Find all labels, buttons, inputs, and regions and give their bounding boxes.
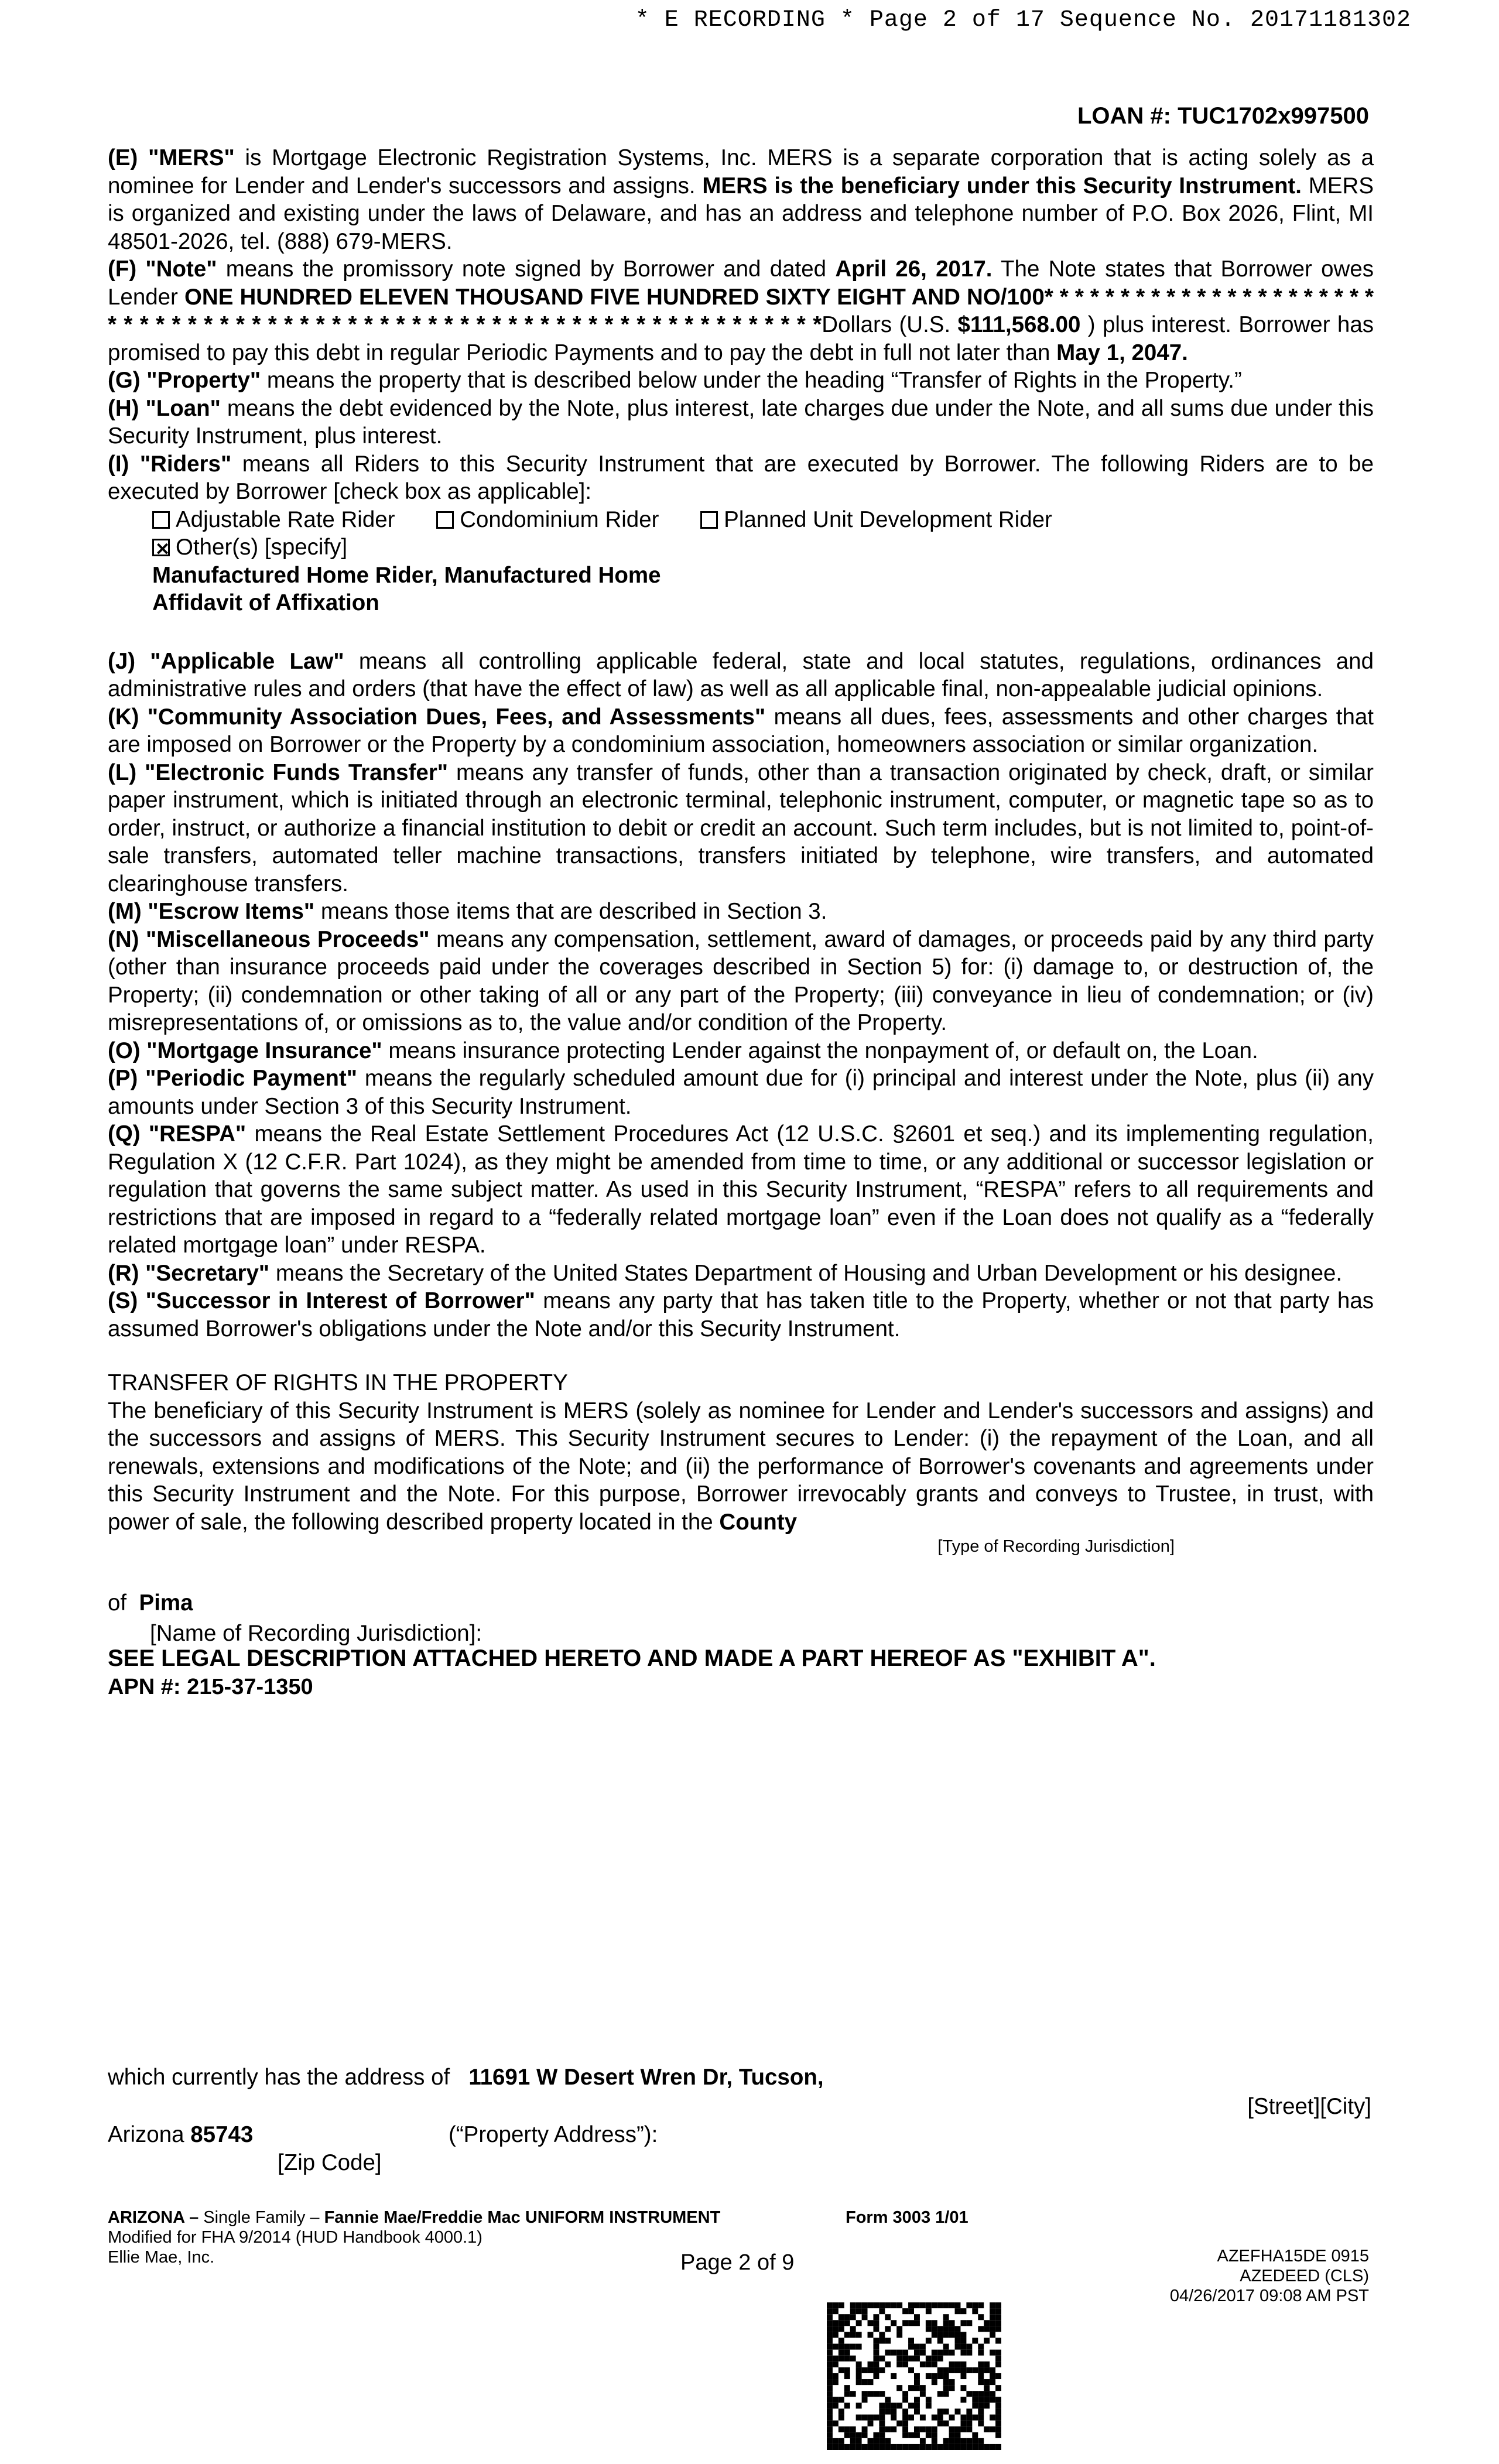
loan-number: LOAN #: TUC1702x997500 xyxy=(1077,103,1369,129)
riders-checklist xyxy=(108,506,1374,617)
transfer-text: The beneficiary of this Security Instrument is MERS (solely as nominee for Lender and Lender's successors and assigns) and the successors and assigns of MERS. This Security Instrument secures to Lender: (i) the repayment of the Loan, and all renewals, extensions and modifications of the Note; and (ii) the performance of Borrower's covenants and agreements under this Security Instrument and the Note. For this purpose, Borrower irrevocably grants and conveys to Trustee, in trust, with power of sale, the following described property located in the County xyxy=(108,1398,1374,1535)
definition-e: (E) "MERS" is Mortgage Electronic Registration Systems, Inc. MERS is a separate corporation that is acting solely as a nominee for Lender and Lender's successors and assigns. MERS is the beneficiary under this Security Instrument. MERS is organized and existing under the laws of Delaware, and has an address and telephone number of P.O. Box 2026, Flint, MI 48501-2026, tel. (888) 679-MERS. xyxy=(108,145,1374,254)
rider-adjustable: Adjustable Rate Rider xyxy=(152,507,395,532)
definition-h: (H) "Loan" means the debt evidenced by the Note, plus interest, late charges due under the Note, and all sums due under this Security Instrument, plus interest. xyxy=(108,395,1374,449)
rider-pud: Planned Unit Development Rider xyxy=(700,507,1052,532)
definition-o: (O) "Mortgage Insurance" means insurance protecting Lender against the nonpayment of, or default on, the Loan. xyxy=(108,1038,1258,1063)
definition-p: (P) "Periodic Payment" means the regularly scheduled amount due for (i) principal and interest under the Note, plus (ii) any amounts under Section 3 of this Security Instrument. xyxy=(108,1066,1374,1119)
checkbox-pud-icon xyxy=(700,511,718,529)
jurisdiction-type-label: [Type of Recording Jurisdiction] xyxy=(937,1537,1175,1556)
definition-l: (L) "Electronic Funds Transfer" means any transfer of funds, other than a transaction originated by check, draft, or similar paper instrument, which is initiated through an electronic terminal, telephonic instrument, computer, or magnetic tape so as to order, instruct, or authorize a financial institution to debit or credit an account. Such term includes, but is not limited to, point-of-sale transfers, automated teller machine transactions, transfers initiated by telephone, wire transfers, and automated clearinghouse transfers. xyxy=(108,759,1374,896)
apn-number: APN #: 215-37-1350 xyxy=(108,1675,313,1699)
definition-g: (G) "Property" means the property that is described below under the heading “Transfer of Rights in the Property.” xyxy=(108,368,1242,393)
definition-m: (M) "Escrow Items" means those items that are described in Section 3. xyxy=(108,899,827,924)
definition-r: (R) "Secretary" means the Secretary of the United States Department of Housing and Urban Development or his designee. xyxy=(108,1260,1343,1286)
legal-description: SEE LEGAL DESCRIPTION ATTACHED HERETO AND MADE A PART HEREOF AS "EXHIBIT A". xyxy=(108,1645,1156,1671)
page-number: Page 2 of 9 xyxy=(680,2250,795,2275)
checkbox-adjustable-icon xyxy=(152,511,170,529)
recording-header: * E RECORDING * Page 2 of 17 Sequence No. 20171181302 xyxy=(635,7,1411,33)
checkbox-condominium-icon xyxy=(436,511,454,529)
definition-n: (N) "Miscellaneous Proceeds" means any compensation, settlement, award of damages, or proceeds paid by any third party (other than insurance proceeds paid under the coverages described in Section 5) for: (i) damage to, or destruction of, the Property; (ii) condemnation or other taking of all or any part of the Property; (iii) conveyance in lieu of condemnation; or (iv) misrepresentations of, or omissions as to, the value and/or condition of the Property. xyxy=(108,926,1374,1035)
definition-q: (Q) "RESPA" means the Real Estate Settlement Procedures Act (12 U.S.C. §2601 et seq.) and its implementing regulation, Regulation X (12 C.F.R. Part 1024), as they might be amended from time to time, or any additional or successor legislation or regulation that governs the same subject matter. As used in this Security Instrument, “RESPA” refers to all requirements and restrictions that are imposed in regard to a “federally related mortgage loan” even if the Loan does not qualify as a “federally related mortgage loan” under RESPA. xyxy=(108,1121,1374,1258)
definition-i: (I) "Riders" means all Riders to this Security Instrument that are executed by Borrower. The following Riders are to be executed by Borrower [check box as applicable]: xyxy=(108,451,1374,504)
rider-other-line1: Manufactured Home Rider, Manufactured Home xyxy=(152,562,661,588)
definition-k: (K) "Community Association Dues, Fees, and Assessments" means all dues, fees, assessments and other charges that are imposed on Borrower or the Property by a condominium association, homeowners association or similar organization. xyxy=(108,704,1374,757)
transfer-heading: TRANSFER OF RIGHTS IN THE PROPERTY xyxy=(108,1370,568,1395)
rider-other: ✕Other(s) [specify] xyxy=(152,533,1374,562)
form-codes: AZEFHA15DE 0915 AZEDEED (CLS) 04/26/2017 09:08 AM PST xyxy=(1169,2247,1369,2305)
address-line: which currently has the address of 11691 W Desert Wren Dr, Tucson, xyxy=(108,2065,824,2090)
jurisdiction-name-label: [Name of Recording Jurisdiction]: xyxy=(150,1621,482,1646)
state-zip-line: Arizona 85743 xyxy=(108,2122,254,2147)
definition-f: (F) "Note" means the promissory note signed by Borrower and dated April 26, 2017. The Note states that Borrower owes Lender ONE HUNDRED ELEVEN THOUSAND FIVE HUNDRED SIXTY EIGHT AND NO/100* * * * * * * * * * * * * * * * * * * * * * * * * * * * * * * * * * * * * * * * * * * * * * * * * * * * * * * * * * * * * * * * * * *Dollars (U.S. $111,568.00 ) plus interest. Borrower has promised to pay this debt in regular Periodic Payments and to pay the debt in full not later than May 1, 2047. xyxy=(108,256,1374,365)
form-vendor: Ellie Mae, Inc. xyxy=(108,2248,215,2267)
property-address-label: (“Property Address”): xyxy=(449,2122,658,2147)
definitions-body xyxy=(108,144,1374,1557)
form-number: Form 3003 1/01 xyxy=(846,2208,968,2227)
definition-s: (S) "Successor in Interest of Borrower" means any party that has taken title to the Property, whether or not that party has assumed Borrower's obligations under the Note and/or this Security Instrument. xyxy=(108,1288,1374,1341)
street-city-label: [Street][City] xyxy=(1247,2094,1371,2119)
rider-other-line2: Affidavit of Affixation xyxy=(152,590,379,615)
form-modified: Modified for FHA 9/2014 (HUD Handbook 4000.1) xyxy=(108,2228,482,2247)
barcode-icon xyxy=(827,2302,1001,2450)
rider-condominium: Condominium Rider xyxy=(436,507,659,532)
checkbox-checked-icon xyxy=(152,539,170,556)
zip-code-label: [Zip Code] xyxy=(278,2150,382,2175)
form-title: ARIZONA – Single Family – Fannie Mae/Freddie Mac UNIFORM INSTRUMENT xyxy=(108,2208,721,2227)
jurisdiction-name-row: of Pima xyxy=(108,1590,193,1616)
definition-j: (J) "Applicable Law" means all controlling applicable federal, state and local statutes, regulations, ordinances and administrative rules and orders (that have the effect of law) as well as all applicable final, non-appealable judicial opinions. xyxy=(108,648,1374,701)
